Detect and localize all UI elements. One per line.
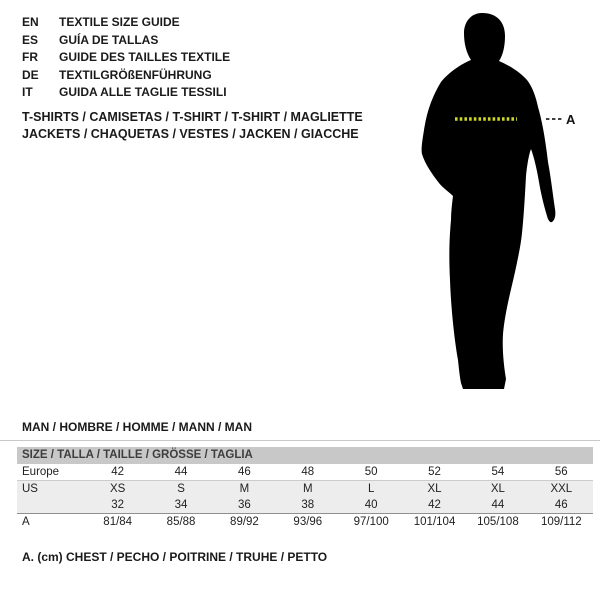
category-line-jackets: JACKETS / CHAQUETAS / VESTES / JACKEN / GIACCHE xyxy=(22,127,359,141)
table-cell: 42 xyxy=(428,499,441,511)
table-cell: 93/96 xyxy=(293,516,323,528)
language-code: IT xyxy=(22,85,33,99)
table-cell: 109/112 xyxy=(540,516,582,528)
table-cell: 52 xyxy=(428,466,441,478)
table-cell: 42 xyxy=(111,466,125,478)
table-row-label: A xyxy=(22,516,30,528)
language-label: GUIDA ALLE TAGLIE TESSILI xyxy=(59,85,227,99)
language-label: GUÍA DE TALLAS xyxy=(59,32,159,47)
table-cell: 38 xyxy=(301,499,315,511)
table-cell: 101/104 xyxy=(413,516,456,528)
table-cell: 89/92 xyxy=(230,516,259,528)
table-cell: L xyxy=(367,483,375,495)
table-cell: 50 xyxy=(364,466,378,478)
table-cell: XL xyxy=(490,483,505,495)
table-cell: 46 xyxy=(554,499,568,511)
table-cell: 81/84 xyxy=(103,516,133,528)
language-code: ES xyxy=(22,32,39,47)
table-row-europe xyxy=(17,464,593,481)
language-label: GUIDE DES TAILLES TEXTILE xyxy=(59,50,231,64)
language-code: EN xyxy=(22,15,39,29)
table-cell: 44 xyxy=(174,466,188,478)
language-row-es xyxy=(22,32,230,50)
table-cell: M xyxy=(303,483,313,495)
table-cell: S xyxy=(177,483,185,495)
language-list xyxy=(22,14,230,102)
category-line-tshirts: T-SHIRTS / CAMISETAS / T-SHIRT / T-SHIRT / MAGLIETTE xyxy=(22,110,363,124)
language-label: TEXTILE SIZE GUIDE xyxy=(59,15,180,29)
table-cell: 32 xyxy=(111,499,125,511)
language-code: DE xyxy=(22,67,39,82)
man-silhouette xyxy=(422,13,556,389)
table-row-alt-size xyxy=(17,497,593,513)
table-band xyxy=(17,481,593,513)
measure-footnote: A. (cm) CHEST / PECHO / POITRINE / TRUHE / PETTO xyxy=(22,550,328,564)
language-row-fr xyxy=(22,49,230,67)
measure-label-a: A xyxy=(566,112,576,127)
size-table-header: SIZE / TALLA / TAILLE / GRÖSSE / TAGLIA xyxy=(17,447,593,464)
language-row-it xyxy=(22,84,230,102)
category-titles xyxy=(22,109,363,143)
table-row-chest-cm xyxy=(17,513,593,530)
table-cell: 105/108 xyxy=(477,516,519,528)
table-cell: M xyxy=(239,483,250,495)
table-cell: 48 xyxy=(301,466,315,478)
table-cell: XXL xyxy=(550,483,573,495)
language-label: TEXTILGRÖßENFÜHRUNG xyxy=(59,67,212,82)
table-cell: 54 xyxy=(491,466,505,478)
table-row-label: Europe xyxy=(22,466,60,478)
table-cell: 85/88 xyxy=(166,516,196,528)
table-cell: 97/100 xyxy=(353,516,389,528)
table-cell: XS xyxy=(110,483,126,495)
table-cell: 36 xyxy=(238,499,251,511)
language-row-de xyxy=(22,67,230,85)
section-title: MAN / HOMBRE / HOMME / MANN / MAN xyxy=(22,420,252,434)
size-figure xyxy=(405,2,600,400)
language-row-en xyxy=(22,14,230,32)
table-cell: 40 xyxy=(364,499,378,511)
table-row-us xyxy=(17,481,593,497)
table-cell: XL xyxy=(427,483,442,495)
size-table xyxy=(17,447,593,530)
horizontal-rule xyxy=(0,440,600,441)
table-cell: 46 xyxy=(238,466,251,478)
table-cell: 56 xyxy=(554,466,568,478)
language-code: FR xyxy=(22,50,38,64)
table-cell: 34 xyxy=(174,499,188,511)
table-cell: 44 xyxy=(491,499,505,511)
table-row-label: US xyxy=(22,483,38,495)
